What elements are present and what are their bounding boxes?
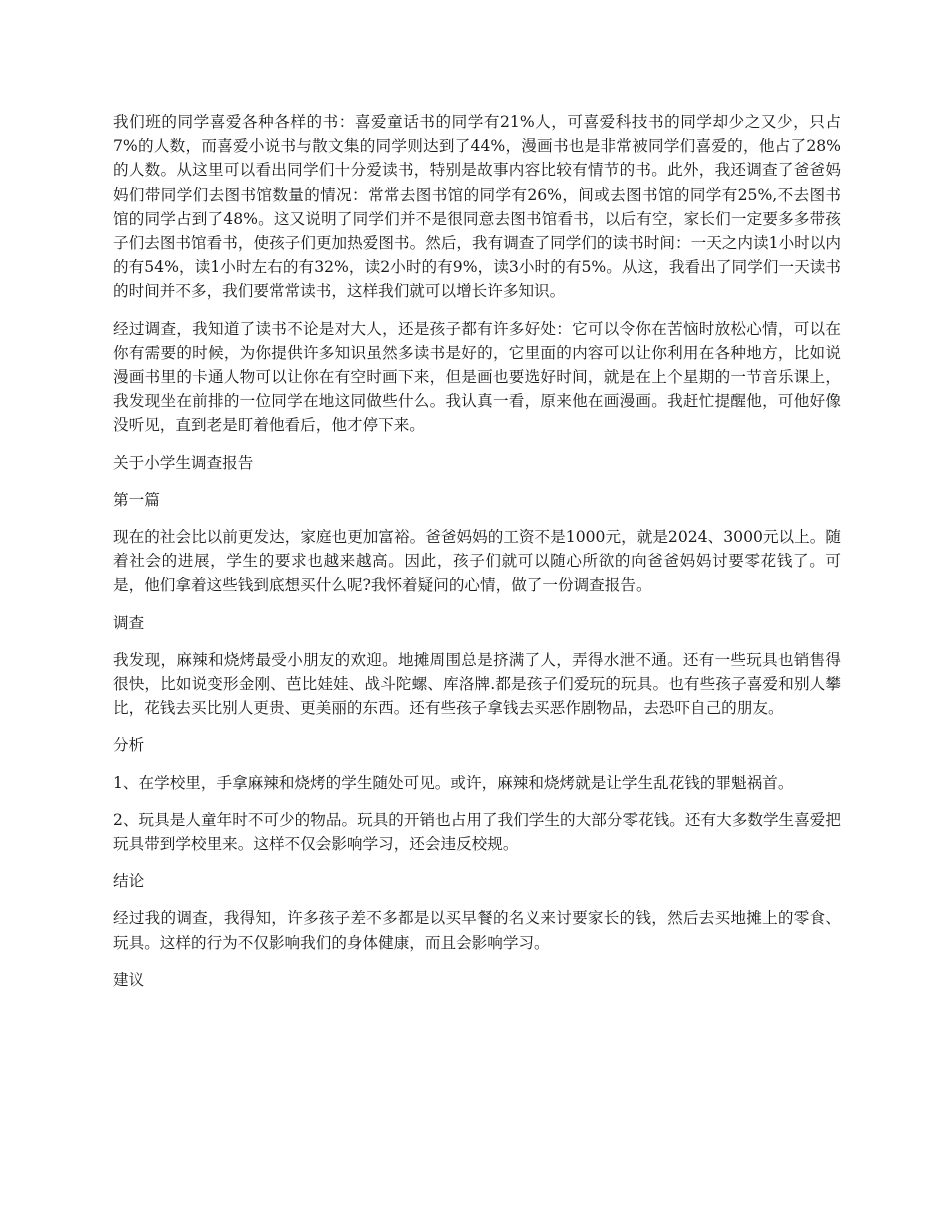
paragraph-survey-findings: 我发现，麻辣和烧烤最受小朋友的欢迎。地摊周围总是挤满了人，弄得水泄不通。还有一些玩具也销售得很快，比如说变形金刚、芭比娃娃、战斗陀螺、库洛牌.都是孩子们爱玩的玩具。也有些孩子喜爱和别人攀比，花钱去买比别人更贵、更美丽的东西。还有些孩子拿钱去买恶作剧物品，去恐吓自己的朋友。 (113, 650, 841, 718)
paragraph-intro: 现在的社会比以前更发达，家庭也更加富裕。爸爸妈妈的工资不是1000元，就是2024、3000元以上。随着社会的进展，学生的要求也越来越高。因此，孩子们就可以随心所欲的向爸爸妈妈讨要零花钱了。可是，他们拿着这些钱到底想买什么呢?我怀着疑问的心情，做了一份调查报告。 (113, 528, 841, 595)
section-heading-survey: 调查 (113, 613, 145, 632)
section-heading-conclusion: 结论 (113, 872, 145, 891)
paragraph-reading-benefits: 经过调查，我知道了读书不论是对大人，还是孩子都有许多好处：它可以令你在苦恼时放松心情，可以在你有需要的时候，为你提供许多知识虽然多读书是好的，它里面的内容可以让你利用在各种地方，比如说漫画书里的卡通人物可以让你在有空时画下来，但是画也要选好时间，就是在上个星期的一节音乐课上，我发现坐在前排的一位同学在地这同做些什么。我认真一看，原来他在画漫画。我赶忙提醒他，可他好像没听见，直到老是盯着他看后，他才停下来。 (113, 319, 841, 435)
document-body (113, 110, 841, 1005)
report-title: 关于小学生调查报告 (113, 453, 254, 472)
paragraph-reading-survey: 我们班的同学喜爱各种各样的书：喜爱童话书的同学有21%人，可喜爱科技书的同学却少之又少，只占7%的人数，而喜爱小说书与散文集的同学则达到了44%，漫画书也是非常被同学们喜爱的，他占了28%的人数。从这里可以看出同学们十分爱读书，特别是故事内容比较有情节的书。此外，我还调查了爸爸妈妈们带同学们去图书馆数量的情况：常常去图书馆的同学有26%，间或去图书馆的同学有25%,不去图书馆的同学占到了48%。这又说明了同学们并不是很同意去图书馆看书，以后有空，家长们一定要多多带孩子们去图书馆看书，使孩子们更加热爱图书。然后，我有调查了同学们的读书时间：一天之内读1小时以内的有54%，读1小时左右的有32%，读2小时的有9%，读3小时的有5%。从这，我看出了同学们一天读书的时间并不多，我们要常常读书，这样我们就可以增长许多知识。 (113, 113, 842, 301)
paragraph-analysis-1: 1、在学校里，手拿麻辣和烧烤的学生随处可见。或许，麻辣和烧烤就是让学生乱花钱的罪魁祸首。 (113, 773, 794, 792)
paragraph-analysis-2: 2、玩具是人童年时不可少的物品。玩具的开销也占用了我们学生的大部分零花钱。还有大多数学生喜爱把玩具带到学校里来。这样不仅会影响学习，还会违反校规。 (113, 810, 841, 854)
section-heading-analysis: 分析 (113, 736, 145, 755)
section-heading-suggestion: 建议 (113, 970, 145, 989)
paragraph-conclusion: 经过我的调查，我得知，许多孩子差不多都是以买早餐的名义来讨要家长的钱，然后去买地摊上的零食、玩具。这样的行为不仅影响我们的身体健康，而且会影响学习。 (113, 909, 841, 952)
section-heading-first: 第一篇 (113, 490, 160, 509)
